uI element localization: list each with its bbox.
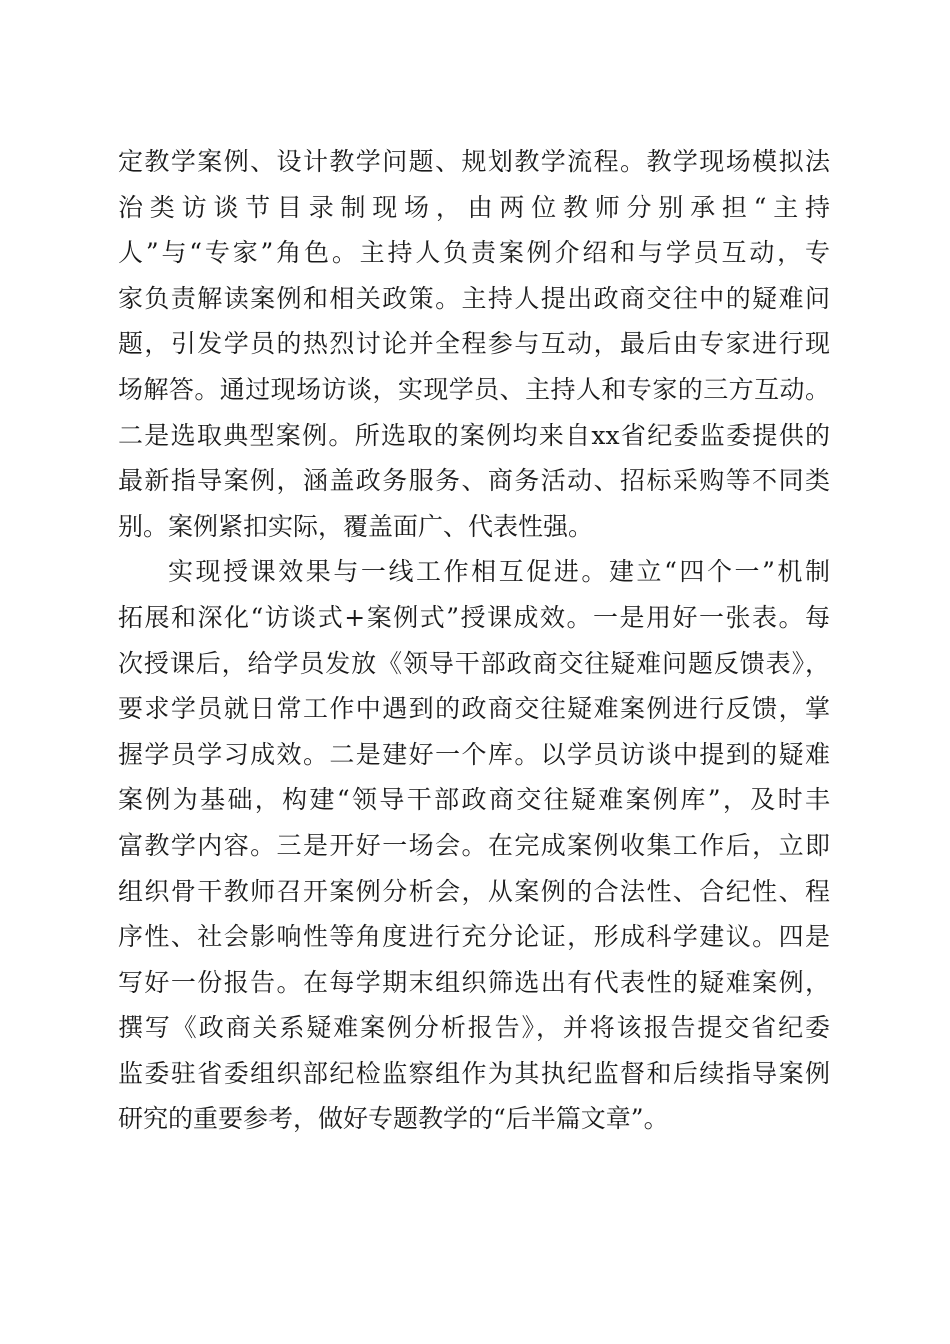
text-line: 题，引发学员的热烈讨论并全程参与互动，最后由专家进行现 — [118, 329, 830, 359]
text-line: 人”与“专家”角色。主持人负责案例介绍和与学员互动，专 — [118, 238, 830, 268]
text-line: 治类访谈节目录制现场，由两位教师分别承担“主持 — [118, 192, 830, 222]
text-line: 富教学内容。三是开好一场会。在完成案例收集工作后，立即 — [118, 830, 830, 860]
text-line: 序性、社会影响性等角度进行充分论证，形成科学建议。四是 — [118, 922, 830, 952]
text-line: 次授课后，给学员发放《领导干部政商交往疑难问题反馈表》， — [118, 648, 830, 678]
paragraph-2 — [118, 549, 830, 1142]
text-line: 场解答。通过现场访谈，实现学员、主持人和专家的三方互动。 — [118, 374, 830, 404]
text-line: 组织骨干教师召开案例分析会，从案例的合法性、合纪性、程 — [118, 876, 830, 906]
text-line: 写好一份报告。在每学期末组织筛选出有代表性的疑难案例， — [118, 967, 830, 997]
text-line: 二是选取典型案例。所选取的案例均来自xx省纪委监委提供的 — [118, 420, 830, 450]
text-line: 最新指导案例，涵盖政务服务、商务活动、招标采购等不同类 — [118, 466, 830, 496]
text-line: 定教学案例、设计教学问题、规划教学流程。教学现场模拟法 — [118, 147, 830, 176]
document-body — [118, 139, 830, 1142]
paragraph-1 — [118, 139, 830, 549]
text-line: 案例为基础，构建“领导干部政商交往疑难案例库”，及时丰 — [118, 785, 830, 815]
text-line: 拓展和深化“访谈式+案例式”授课成效。一是用好一张表。每 — [118, 602, 830, 632]
text-line: 别。案例紧扣实际，覆盖面广、代表性强。 — [118, 511, 594, 541]
text-line: 家负责解读案例和相关政策。主持人提出政商交往中的疑难问 — [118, 283, 830, 313]
text-line: 撰写《政商关系疑难案例分析报告》，并将该报告提交省纪委 — [118, 1013, 830, 1043]
text-line: 握学员学习成效。二是建好一个库。以学员访谈中提到的疑难 — [118, 739, 830, 769]
text-line: 监委驻省委组织部纪检监察组作为其执纪监督和后续指导案例 — [118, 1058, 830, 1088]
text-line: 实现授课效果与一线工作相互促进。建立“四个一”机制 — [168, 557, 830, 587]
text-line: 要求学员就日常工作中遇到的政商交往疑难案例进行反馈，掌 — [118, 694, 830, 724]
text-line: 研究的重要参考，做好专题教学的“后半篇文章”。 — [118, 1104, 669, 1134]
